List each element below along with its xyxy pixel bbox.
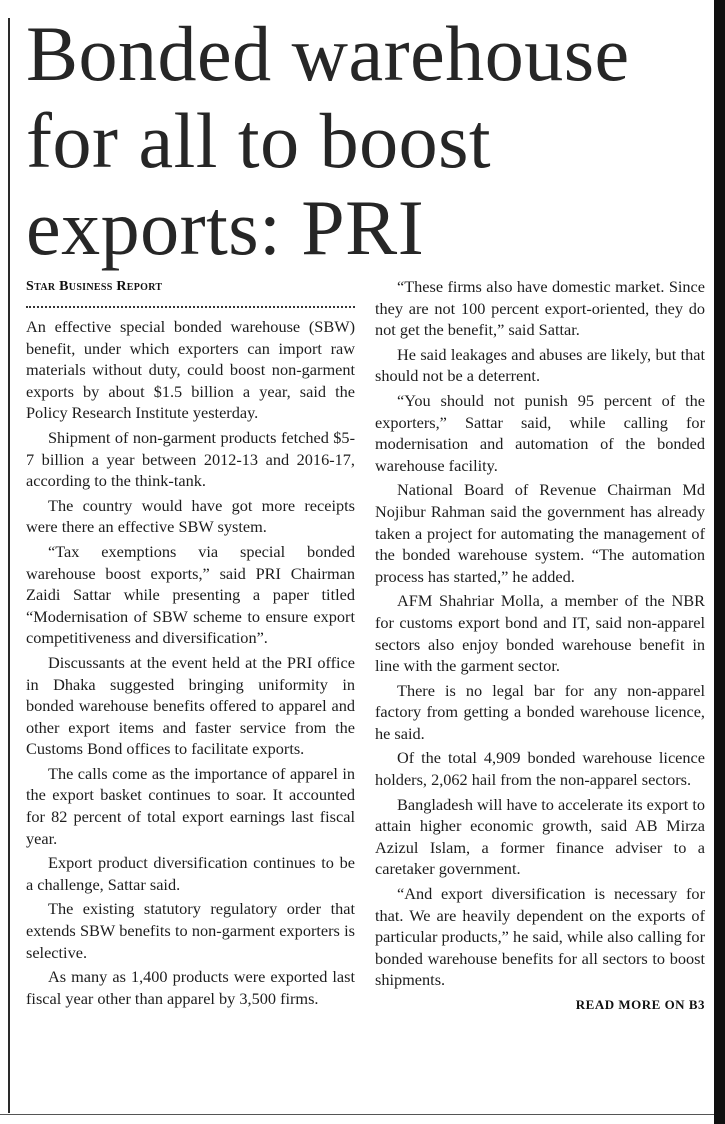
article-column-left [26, 276, 355, 1012]
paragraph: “You should not punish 95 percent of the exporters,” Sattar said, while calling for modernisation and automation of the bonded warehouse facility. [375, 390, 705, 475]
paragraph: The country would have got more receipts were there an effective SBW system. [26, 495, 355, 537]
paragraph: As many as 1,400 products were exported last fiscal year other than apparel by 3,500 firms. [26, 967, 355, 1008]
paragraph: “These firms also have domestic market. Since they are not 100 percent export-oriented, they do not get the benefit,” said Sattar. [375, 277, 705, 340]
paragraph: Export product diversification continues to be a challenge, Sattar said. [26, 853, 355, 894]
paragraph: “Tax exemptions via special bonded warehouse boost exports,” said PRI Chairman Zaidi Sattar while presenting a paper titled “Modernisation of SBW scheme to ensure export competitiveness and diversification”. [26, 541, 355, 648]
page-edge-bar [714, 0, 725, 1124]
paragraph: There is no legal bar for any non-apparel factory from getting a bonded warehouse licence, he said. [375, 680, 705, 743]
bottom-divider [0, 1114, 714, 1115]
paragraph: Shipment of non-garment products fetched $5-7 billion a year between 2012-13 and 2016-17, according to the think-tank. [26, 427, 355, 491]
paragraph: An effective special bonded warehouse (SBW) benefit, under which exporters can import raw materials without duty, could boost non-garment exports by about $1.5 billion a year, said the Policy Research Institute yesterday. [26, 317, 355, 423]
paragraph: He said leakages and abuses are likely, but that should not be a deterrent. [375, 344, 705, 386]
headline-line: for all to boost [26, 97, 492, 184]
paragraph: AFM Shahriar Molla, a member of the NBR for customs export bond and IT, said non-apparel sectors also enjoy bonded warehouse benefit in line with the garment sector. [375, 591, 705, 676]
paragraph: Discussants at the event held at the PRI office in Dhaka suggested bringing uniformity in bonded warehouse benefits offered to apparel and other export items and faster service from the Customs Bond offices to facilitate exports. [26, 652, 355, 759]
read-more-link[interactable]: READ MORE ON B3 [575, 997, 705, 1012]
paragraph: Of the total 4,909 bonded warehouse licence holders, 2,062 hail from the non-apparel sectors. [375, 748, 705, 790]
headline [26, 10, 706, 271]
paragraph: The calls come as the importance of apparel in the export basket continues to soar. It accounted for 82 percent of total export earnings last fiscal year. [26, 763, 355, 848]
article-column-right [375, 276, 705, 1013]
byline: Star Business Report [26, 279, 163, 294]
paragraph: National Board of Revenue Chairman Md Nojibur Rahman said the government has already taken a project for automating the management of the bonded warehouse system. “The automation process has started,” he added. [375, 480, 705, 586]
paragraph: Bangladesh will have to accelerate its export to attain higher economic growth, said AB Mirza Azizul Islam, a former finance adviser to a caretaker government. [375, 794, 705, 879]
headline-line: exports: PRI [26, 184, 425, 271]
headline-line: Bonded warehouse [26, 10, 630, 97]
paragraph: “And export diversification is necessary for that. We are heavily dependent on the exports of particular products,” he said, while also calling for bonded warehouse benefits for all sectors to boost shipments. [375, 884, 705, 990]
byline-divider [26, 306, 355, 308]
left-column-rule [8, 18, 10, 1113]
paragraph: The existing statutory regulatory order that extends SBW benefits to non-garment exporters is selective. [26, 899, 355, 962]
